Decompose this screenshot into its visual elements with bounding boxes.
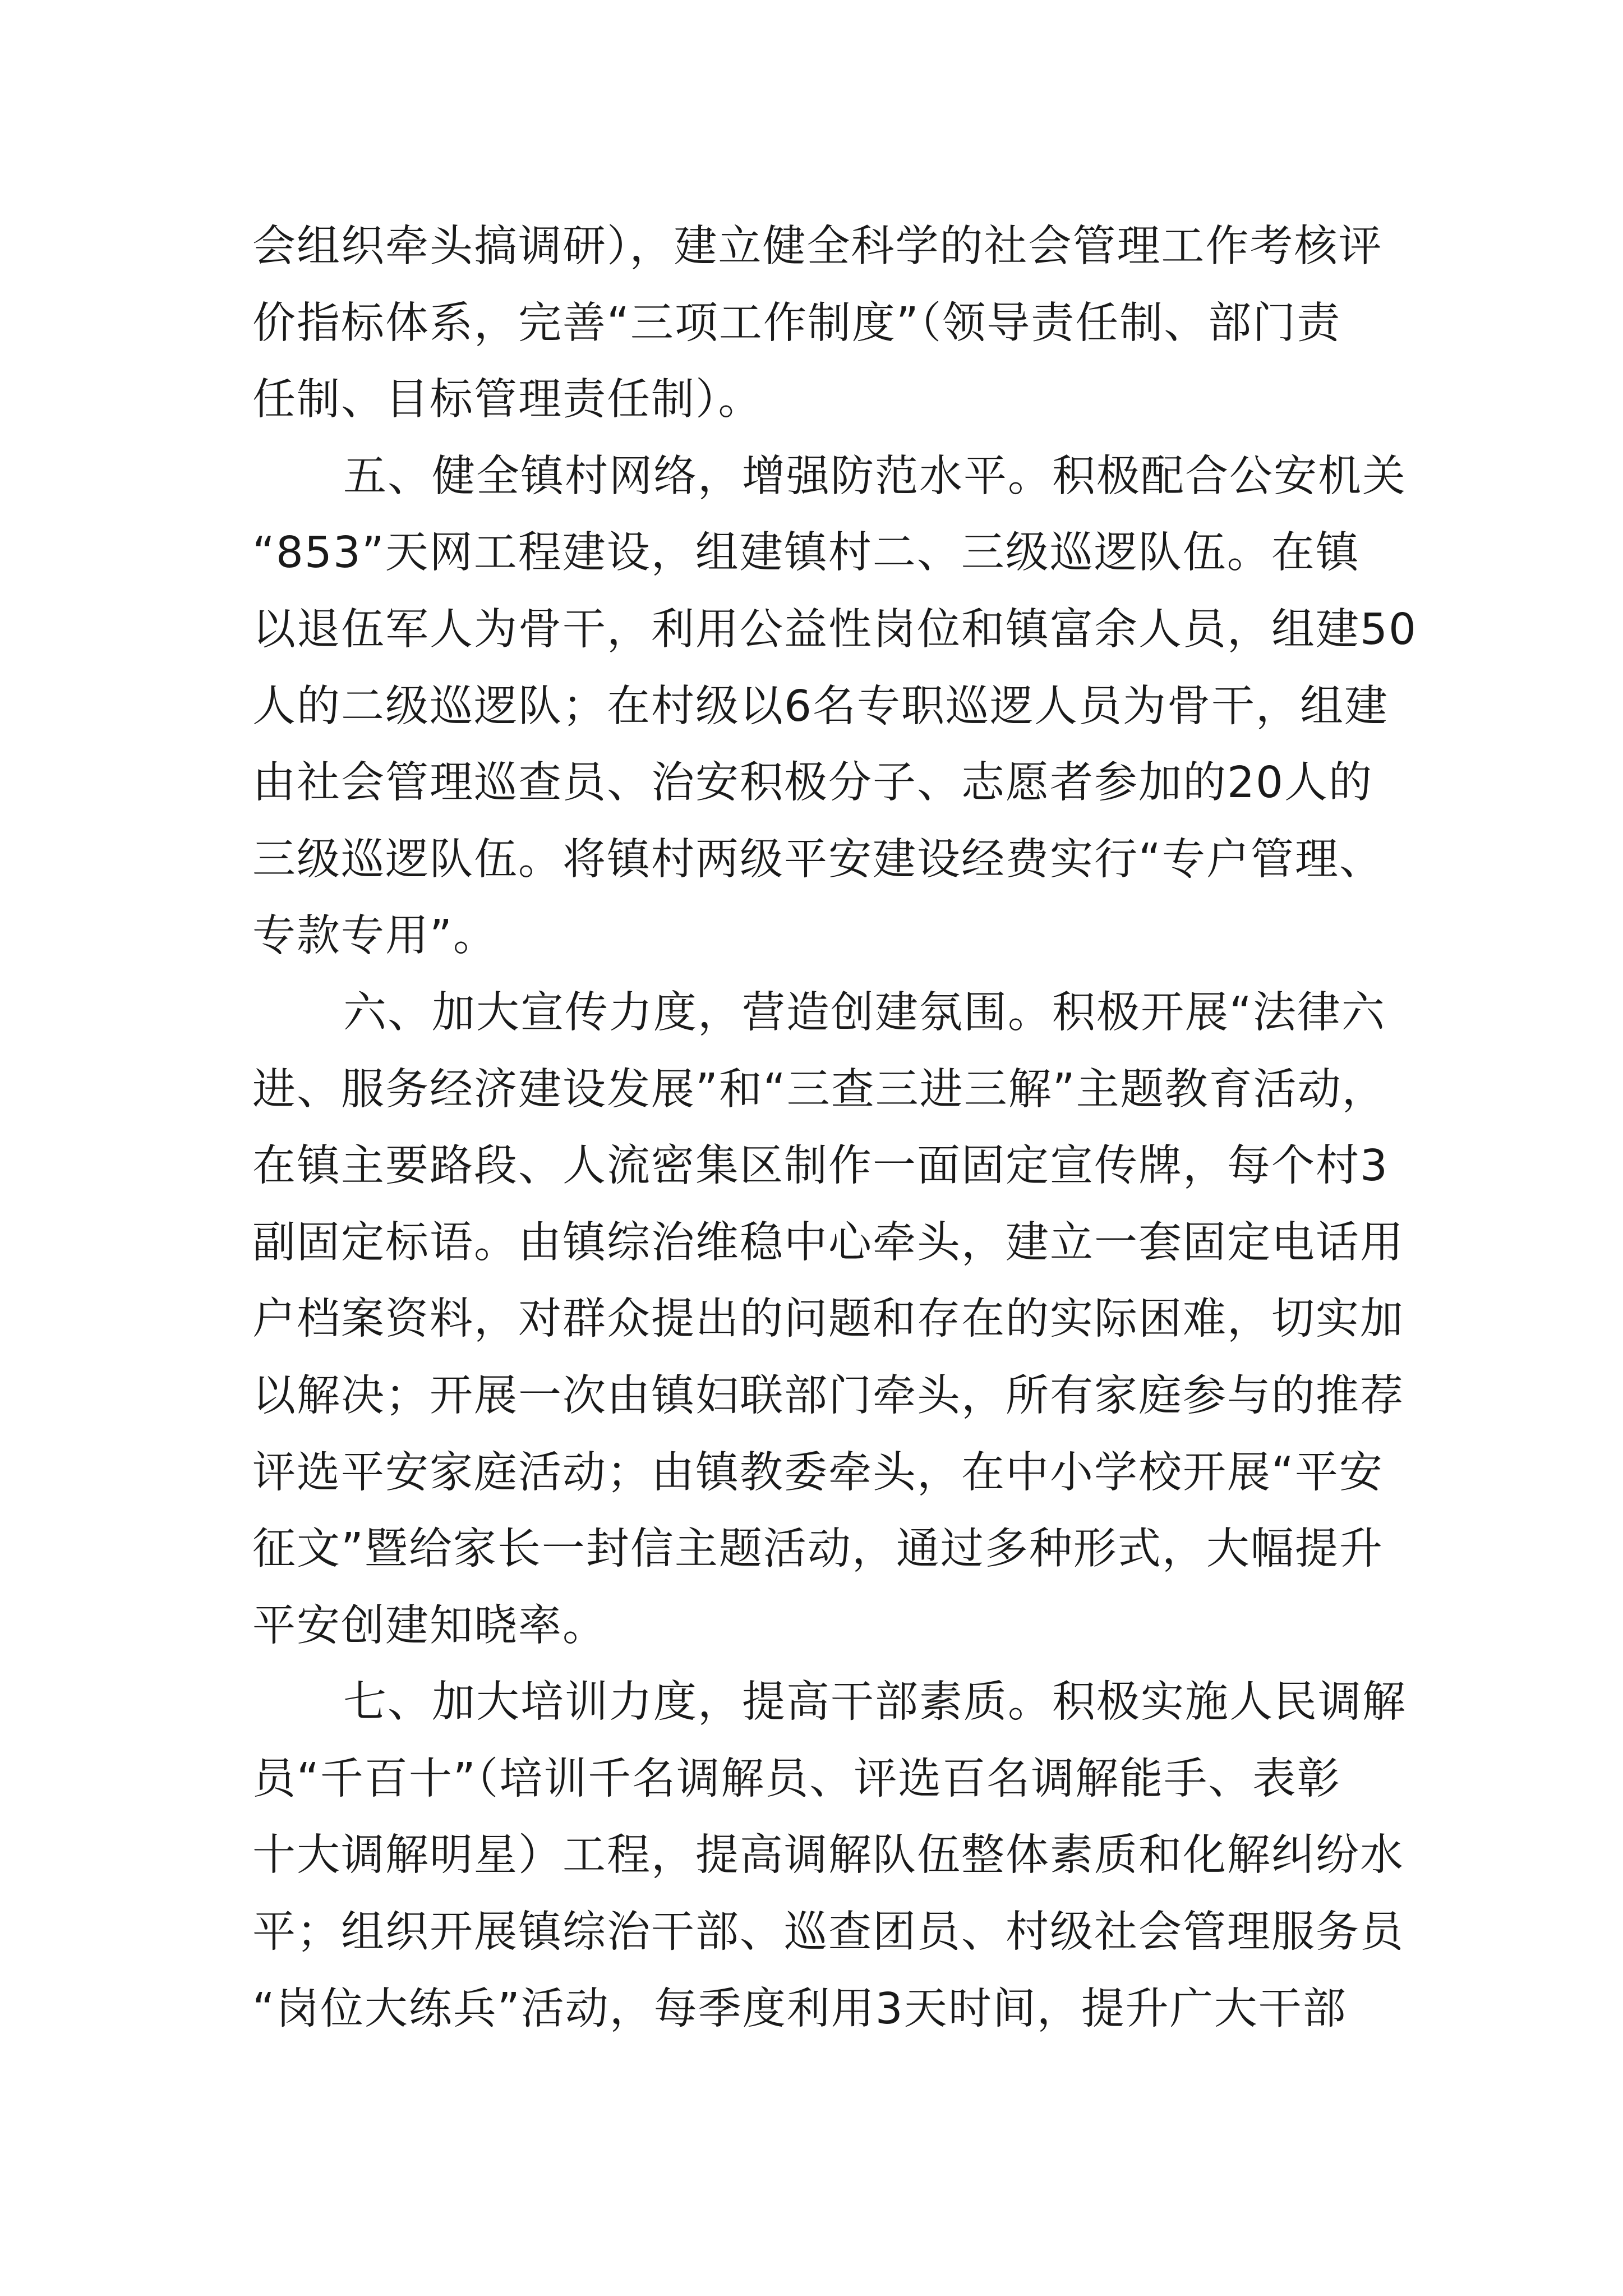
text-line-9: 三级巡逻队伍。将镇村两级平安建设经费实行“专户管理、 <box>252 834 1384 885</box>
text-line-24: “岗位大练兵”活动，每季度利用3天时间，提升广大干部 <box>252 1984 1347 2034</box>
text-line-14: 副固定标语。由镇综治维稳中心牵头，建立一套固定电话用 <box>252 1217 1404 1268</box>
text-line-16: 以解决；开展一次由镇妇联部门牵头，所有家庭参与的推荐 <box>252 1370 1404 1421</box>
text-line-3: 任制、目标管理责任制）。 <box>252 375 763 425</box>
text-line-5: “853”天网工程建设，组建镇村二、三级巡逻队伍。在镇 <box>252 528 1360 578</box>
text-line-8: 由社会管理巡查员、治安积极分子、志愿者参加的20人的 <box>252 758 1373 808</box>
text-line-22: 十大调解明星）工程，提高调解队伍整体素质和化解纠纷水 <box>252 1830 1404 1881</box>
text-line-18: 征文”暨给家长一封信主题活动，通过多种形式，大幅提升 <box>252 1524 1384 1575</box>
text-line-15: 户档案资料，对群众提出的问题和存在的实际困难，切实加 <box>252 1294 1404 1345</box>
text-line-7: 人的二级巡逻队；在村级以6名专职巡逻人员为骨干，组建 <box>252 681 1389 731</box>
text-line-12: 进、服务经济建设发展”和“三查三进三解”主题教育活动， <box>252 1064 1386 1115</box>
text-line-19: 平安创建知晓率。 <box>252 1600 607 1651</box>
text-line-6: 以退伍军人为骨干，利用公益性岗位和镇富余人员，组建50 <box>252 604 1417 655</box>
text-line-21: 员“千百十”（培训千名调解员、评选百名调解能手、表彰 <box>252 1754 1341 1804</box>
section-six-heading-line: 六、加大宣传力度，营造创建氛围。积极开展“法律六 <box>343 987 1386 1038</box>
text-line-1: 会组织牵头搞调研），建立健全科学的社会管理工作考核评 <box>252 222 1383 272</box>
section-seven-heading-line: 七、加大培训力度，提高干部素质。积极实施人民调解 <box>343 1677 1407 1728</box>
text-line-10: 专款专用”。 <box>252 911 497 961</box>
text-line-17: 评选平安家庭活动；由镇教委牵头，在中小学校开展“平安 <box>252 1447 1384 1498</box>
document-body <box>252 209 1419 2047</box>
text-line-13: 在镇主要路段、人流密集区制作一面固定宣传牌，每个村3 <box>252 1141 1389 1191</box>
text-line-2: 价指标体系，完善“三项工作制度”（领导责任制、部门责 <box>252 298 1341 348</box>
text-line-23: 平；组织开展镇综治干部、巡查团员、村级社会管理服务员 <box>252 1907 1404 1958</box>
section-five-heading-line: 五、健全镇村网络，增强防范水平。积极配合公安机关 <box>343 451 1407 501</box>
